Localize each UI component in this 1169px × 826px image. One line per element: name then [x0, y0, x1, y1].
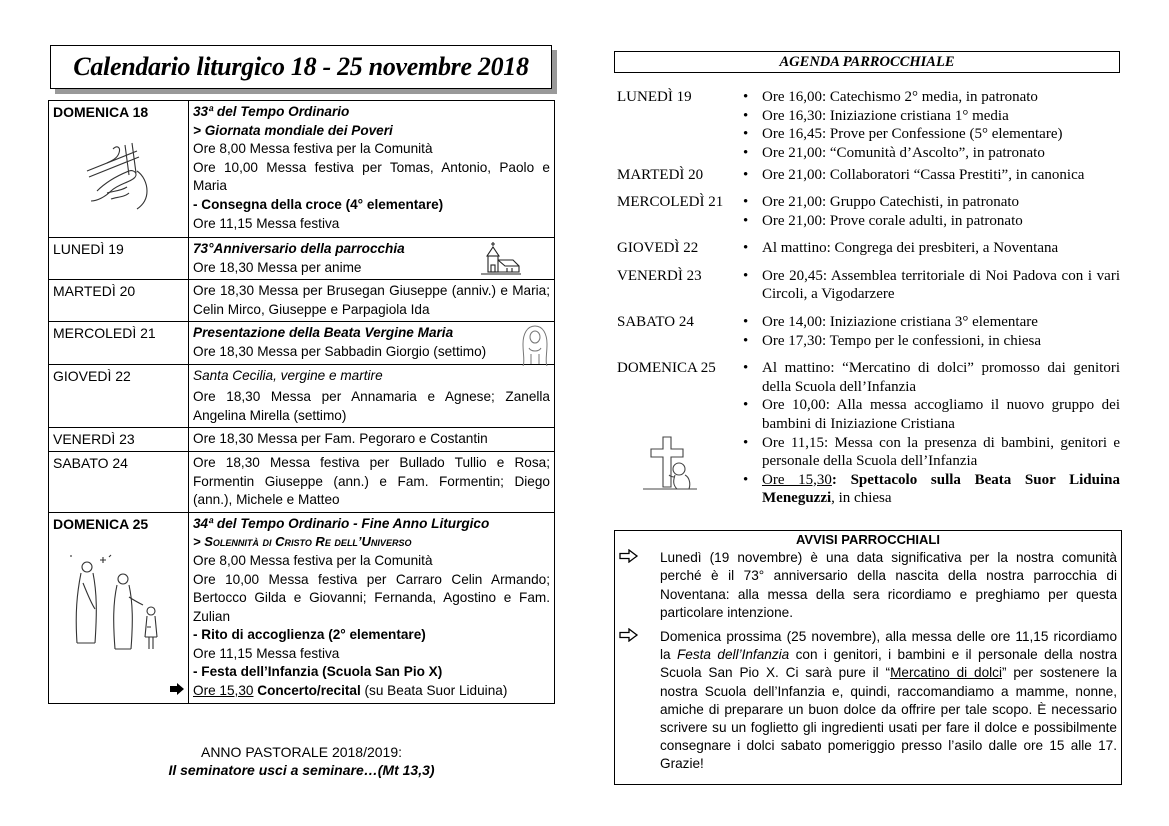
agenda-items — [738, 88, 1120, 162]
day-cell — [49, 451, 189, 512]
list-item: • Ore 21,00: Prove corale adulti, in patronato — [738, 212, 1120, 231]
agenda-day — [617, 166, 1120, 185]
list-item: • Ore 10,00: Alla messa accogliamo il nuovo gruppo dei bambini di Iniziazione Cristiana — [738, 396, 1120, 433]
agenda-day-label: MERCOLEDÌ 21 — [617, 193, 724, 210]
day-label: VENERDÌ 23 — [53, 431, 135, 448]
detail-line: Ore 18,30 Messa per Brusegan Giuseppe (anniv.) e Maria; Celin Mirco, Giuseppe e Parpagiola Ida — [193, 283, 550, 317]
table-row — [49, 280, 555, 322]
agenda-day — [617, 88, 1120, 162]
pointing-hand-arrow-icon — [169, 682, 185, 702]
detail-line: Ore 10,00 Messa festiva per Carraro Celin Armando; Bertocco Gilda e Giovanni; Fernanda, Agostino e Fam. Zulian — [193, 571, 550, 624]
event-title: : Spettacolo sulla Beata Suor Liduina Meneguzzi — [762, 471, 1120, 507]
list-item: • Ore 17,30: Tempo per le confessioni, in chiesa — [738, 332, 1120, 351]
detail-line: Ore 18,30 Messa per Sabbadin Giorgio (settimo) — [193, 343, 487, 359]
hands-holding-cross-icon — [77, 131, 159, 211]
day-cell — [49, 364, 189, 428]
agenda-day-label: SABATO 24 — [617, 313, 694, 330]
day-label: LUNEDÌ 19 — [53, 241, 124, 257]
agenda-items — [738, 239, 1120, 258]
notice-text: Lunedì (19 novembre) è una data significativa per la nostra comunità perché è il 73° anniversario della nascita della nostra parrocchia di Noventana: alla messa della sera ricordiamo e preghiamo per questa particolare intenzione. — [660, 550, 1117, 620]
detail-line: Ore 8,00 Messa festiva per la Comunità — [193, 141, 433, 157]
notice-text-part: Domenica prossima (25 novembre), alla messa delle ore 11,15 ricordiamo la — [660, 629, 1117, 663]
agenda-day-label: MARTEDÌ 20 — [617, 167, 704, 184]
agenda-items — [738, 313, 1120, 350]
day-details — [189, 280, 555, 322]
detail-line: Ore 18,30 Messa festiva per Bullado Tullio e Rosa; Formentin Giuseppe (ann.) e Fam. Formentin; Diego (ann.), Michele e Matteo — [193, 454, 550, 508]
calendar-title-box — [50, 45, 552, 89]
day-label: MARTEDÌ 20 — [53, 283, 136, 300]
day-label: GIOVEDÌ 22 — [53, 367, 131, 384]
agenda-day — [617, 239, 1120, 258]
day-cell — [49, 238, 189, 280]
detail-line: Ore 10,00 Messa festiva per Tomas, Antonio, Paolo e Maria — [193, 159, 550, 194]
church-icon — [479, 242, 523, 278]
event-note: , in chiesa — [831, 490, 892, 507]
list-item: • Al mattino: Congrega dei presbiteri, a Noventana — [738, 239, 1120, 258]
agenda-items — [738, 193, 1120, 230]
table-row — [49, 512, 555, 703]
pastoral-year-label: ANNO PASTORALE 2018/2019: — [200, 744, 403, 760]
liturgical-calendar-table — [48, 100, 555, 704]
agenda-items — [738, 267, 1120, 304]
notice-text-part: ” per sostenere la nostra Scuola dell’Infanzia e, quindi, raccomandiamo a mamme, nonne, amiche di preparare un buon dolce da offrire per tale scopo. È necessario scrivere su un foglietto gli ingredienti usati per fare il dolce e possibilmente consegnare i dolci sabato pomeriggio presso l’asilo dalle ore 15 alle 17. Grazie! — [660, 665, 1117, 772]
day-details — [189, 364, 555, 428]
table-row — [49, 101, 555, 238]
list-item: • Ore 14,00: Iniziazione cristiana 3° elementare — [738, 313, 1120, 332]
list-item — [738, 471, 1120, 508]
detail-line: Ore 11,15 Messa festiva — [193, 645, 340, 661]
table-row — [49, 238, 555, 280]
list-item: • Ore 11,15: Messa con la presenza di bambini, genitori e personale della Scuola dell’Infanzia — [738, 434, 1120, 471]
list-item: • Ore 16,00: Catechismo 2° media, in patronato — [738, 88, 1120, 107]
mercatino-label: Mercatino di dolci — [890, 665, 1002, 681]
agenda-day-label: DOMENICA 25 — [617, 360, 716, 377]
day-details — [189, 428, 555, 452]
day-cell — [49, 428, 189, 452]
event-title: Concerto/recital — [257, 683, 361, 699]
notice-item — [615, 628, 1121, 774]
agenda-day — [617, 313, 1120, 350]
detail-line: 33ª del Tempo Ordinario — [193, 104, 350, 119]
detail-line: Ore 18,30 Messa per Fam. Pegoraro e Costantin — [193, 431, 488, 447]
table-row — [49, 428, 555, 452]
virgin-mary-icon — [519, 324, 551, 366]
day-label: DOMENICA 25 — [53, 515, 149, 532]
agenda-day-label: LUNEDÌ 19 — [617, 89, 692, 105]
list-item: • Ore 21,00: Gruppo Catechisti, in patronato — [738, 193, 1120, 212]
day-cell — [49, 512, 189, 703]
detail-line: - Consegna della croce (4° elementare) — [193, 196, 444, 212]
detail-line: - Rito di accoglienza (2° elementare) — [193, 627, 426, 643]
parish-agenda — [617, 88, 1120, 508]
event-time: Ore 15,30 — [762, 471, 832, 488]
detail-line: 73°Anniversario della parrocchia — [193, 241, 405, 256]
day-cell — [49, 280, 189, 322]
list-item: • Ore 21,00: “Comunità d’Ascolto”, in patronato — [738, 144, 1120, 163]
detail-line: Presentazione della Beata Vergine Maria — [193, 325, 454, 341]
list-item: • Ore 16,30: Iniziazione cristiana 1° media — [738, 107, 1120, 126]
table-row — [49, 322, 555, 364]
detail-line: - Festa dell’Infanzia (Scuola San Pio X) — [193, 664, 443, 680]
notices-title: AVVISI PARROCCHIALI — [796, 532, 940, 547]
notice-text-part: con i genitori, i bambini e il personale della nostra Scuola San Pio X. Ci sarà pure il “ — [660, 647, 1118, 681]
list-item: • Ore 20,45: Assemblea territoriale di Noi Padova con i vari Circoli, a Vigodarzere — [738, 267, 1120, 304]
agenda-day — [617, 193, 1120, 230]
agenda-items — [738, 166, 1120, 185]
list-item: • Ore 16,45: Prove per Confessione (5° elementare) — [738, 125, 1120, 144]
day-details — [189, 322, 555, 364]
hollow-right-arrow-icon — [615, 628, 660, 774]
list-item: • Al mattino: “Mercatino di dolci” promosso dai genitori della Scuola dell’Infanzia — [738, 359, 1120, 396]
agenda-items — [738, 359, 1120, 508]
agenda-day-label: VENERDÌ 23 — [617, 267, 702, 284]
detail-line: > Solennità di Cristo Re dell’Universo — [193, 534, 412, 550]
day-details — [189, 451, 555, 512]
agenda-title: AGENDA PARROCCHIALE — [614, 51, 1120, 73]
calendar-title: Calendario liturgico 18 - 25 novembre 2018 — [73, 52, 529, 81]
table-row — [49, 364, 555, 428]
festa-infanzia-label: Festa dell’Infanzia — [677, 647, 790, 663]
detail-line: Santa Cecilia, vergine e martire — [193, 367, 383, 383]
agenda-day — [617, 359, 1120, 508]
day-cell — [49, 322, 189, 364]
event-note: (su Beata Suor Liduina) — [360, 683, 508, 699]
agenda-day — [617, 267, 1120, 304]
detail-line: Ore 18,30 Messa per Annamaria e Agnese; Zanella Angelina Mirella (settimo) — [193, 389, 550, 423]
notice-item — [615, 549, 1121, 622]
detail-line: Ore 8,00 Messa festiva per la Comunità — [193, 552, 433, 568]
detail-line: Ore 11,15 Messa festiva — [193, 215, 340, 231]
day-details — [189, 101, 555, 238]
table-row — [49, 451, 555, 512]
day-label: MERCOLEDÌ 21 — [53, 325, 156, 342]
child-with-cross-icon — [639, 431, 701, 493]
parish-notices-box — [614, 530, 1122, 785]
day-details — [189, 238, 555, 280]
day-details — [189, 512, 555, 703]
pastoral-year-motto: Il seminatore usci a seminare…(Mt 13,3) — [168, 762, 435, 778]
event-time: Ore 15,30 — [193, 683, 254, 699]
hollow-right-arrow-icon — [615, 549, 660, 622]
detail-line: 34ª del Tempo Ordinario - Fine Anno Liturgico — [193, 515, 490, 531]
day-label: DOMENICA 18 — [53, 104, 149, 120]
detail-line — [193, 682, 550, 701]
day-cell — [49, 101, 189, 238]
list-item: • Ore 21,00: Collaboratori “Cassa Prestiti”, in canonica — [738, 166, 1120, 185]
notice-text — [660, 628, 1117, 774]
welcome-figures-icon — [67, 553, 167, 663]
day-label: SABATO 24 — [53, 454, 128, 471]
agenda-day-label: GIOVEDÌ 22 — [617, 240, 699, 257]
detail-line: > Giornata mondiale dei Poveri — [193, 122, 393, 138]
detail-line: Ore 18,30 Messa per anime — [193, 259, 362, 275]
